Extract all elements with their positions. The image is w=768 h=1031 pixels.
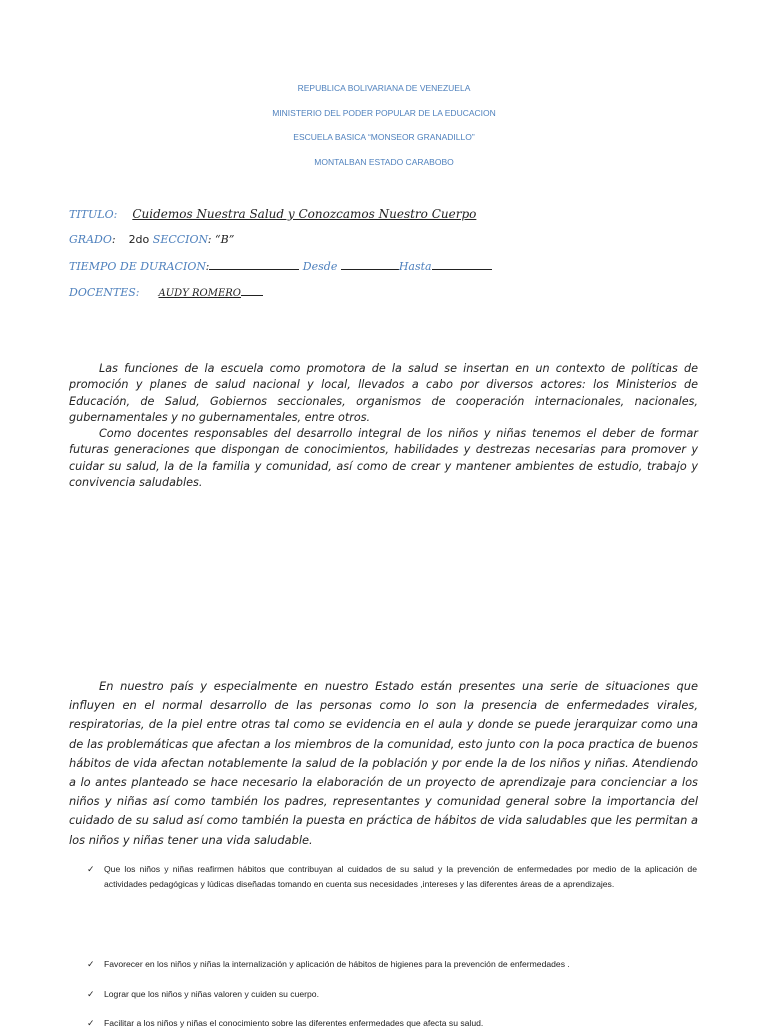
field-docentes <box>69 284 263 299</box>
titulo-value: Cuidemos Nuestra Salud y Conozcamos Nuestro Cuerpo <box>132 207 477 221</box>
docentes-value: AUDY ROMERO <box>158 288 241 299</box>
hasta-blank <box>432 258 492 270</box>
justification-text: En nuestro país y especialmente en nuestro Estado están presentes una serie de situaciones que influyen en el normal desarrollo de las personas como lo son la presencia de enfermedades virales, respiratorias, de la piel entre otras tal como se evidencia en el aula y donde se puede jerarquizar como una de las problemáticas que afectan a los miembros de la comunidad, esto junto con la poca practica de buenos hábitos de vida afectan notablemente la salud de la población y por ende la de los niños y niñas. Atendiendo a lo antes planteado se hace necesario la elaboración de un proyecto de aprendizaje para concienciar a los niños y niñas así como también los padres, representantes y comunidad general sobre la importancia del cuidado de su salud así como también la puesta en práctica de hábitos de vida saludables que les permitan a los niños y niñas tener una vida saludable. <box>69 679 698 847</box>
hasta-label: Hasta <box>398 260 432 273</box>
header-school-name: ESCUELA BASICA “MONSEOR GRANADILLO” <box>293 132 475 142</box>
justification-paragraph <box>69 677 698 850</box>
objective-item <box>87 957 697 972</box>
checkmark-icon: ✓ <box>87 959 95 969</box>
objective-item <box>87 862 697 891</box>
objective-item <box>87 987 697 1002</box>
objective-text: Lograr que los niños y niñas valoren y cuiden su cuerpo. <box>104 989 319 999</box>
objective-text: Facilitar a los niños y niñas el conocimiento sobre las diferentes enfermedades que afecta su salud. <box>104 1018 484 1028</box>
docentes-label: DOCENTES: <box>69 286 140 299</box>
checkmark-icon: ✓ <box>87 1018 95 1028</box>
desde-label: Desde <box>302 260 338 273</box>
intro-paragraph-1 <box>69 361 698 426</box>
docentes-underline-tail <box>241 284 263 296</box>
field-titulo <box>69 207 476 221</box>
tiempo-label: TIEMPO DE DURACION <box>69 260 206 273</box>
titulo-label: TITULO: <box>69 208 118 221</box>
header-location: MONTALBAN ESTADO CARABOBO <box>314 157 454 167</box>
tiempo-blank <box>209 258 299 270</box>
checkmark-icon: ✓ <box>87 989 95 999</box>
intro-paragraph-2 <box>69 426 698 491</box>
objective-text: Que los niños y niñas reafirmen hábitos que contribuyan al cuidados de su salud y la prevención de enfermedades por medio de la aplicación de actividades pedagógicas y lúdicas diseñadas tomando en cuenta sus necesidades ,intereses y las diferentes áreas de a aprendizajes. <box>104 864 697 889</box>
seccion-label: SECCION <box>152 233 208 246</box>
intro-paragraph-1-text: Las funciones de la escuela como promotora de la salud se insertan en un contexto de políticas de promoción y planes de salud nacional y local, llevados a cabo por diversos actores: los Ministerios de Educación, de Salud, Gobiernos seccionales, organismos de cooperación internacionales, nacionales, gubernamentales y no gubernamentales, entre otros. <box>69 362 698 424</box>
header-ministry-line2: MINISTERIO DEL PODER POPULAR DE LA EDUCACION <box>272 108 496 118</box>
objective-text: Favorecer en los niños y niñas la internalización y aplicación de hábitos de higienes para la prevención de enfermedades . <box>104 959 570 969</box>
header-ministry-line1: REPUBLICA BOLIVARIANA DE VENEZUELA <box>297 83 471 93</box>
seccion-value: “B” <box>214 233 235 246</box>
grado-label: GRADO <box>69 233 112 246</box>
intro-paragraph-2-text: Como docentes responsables del desarrollo integral de los niños y niñas tenemos el deber de formar futuras generaciones que dispongan de conocimientos, habilidades y destrezas necesarias para promover y cuidar su salud, la de la familia y comunidad, así como de crear y mantener ambientes de estudio, trabajo y convivencia saludables. <box>69 427 698 490</box>
field-grado: GRADO: 2do SECCION: “B” <box>69 233 235 246</box>
objective-item <box>87 1016 697 1031</box>
desde-blank <box>341 258 399 270</box>
grado-value: 2do <box>128 233 150 246</box>
checkmark-icon: ✓ <box>87 864 95 874</box>
intro-section <box>69 361 698 491</box>
field-tiempo: TIEMPO DE DURACION: Desde Hasta <box>69 258 492 273</box>
